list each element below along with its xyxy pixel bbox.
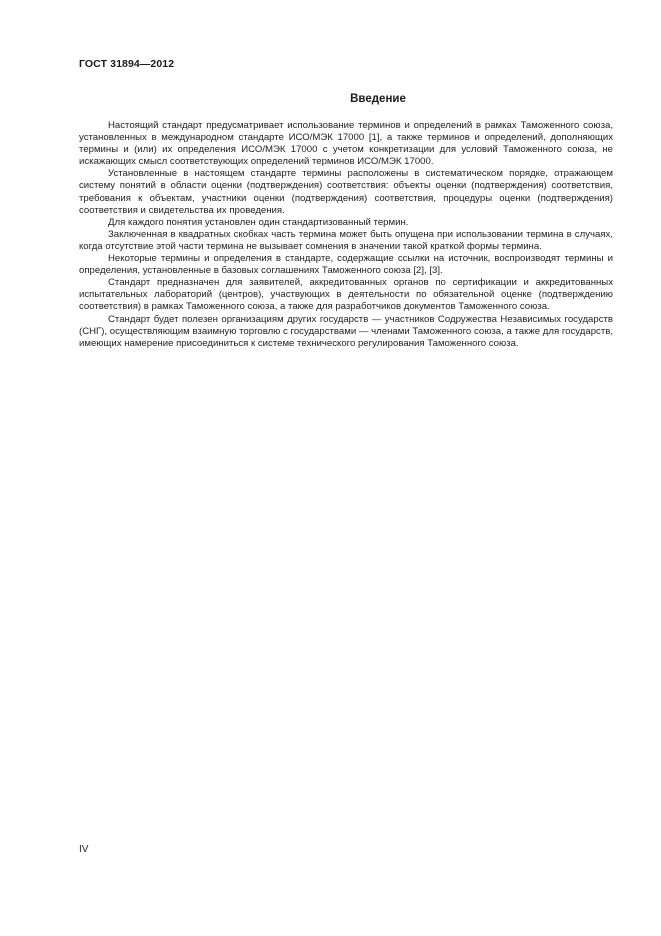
- section-title-text: Введение: [350, 93, 406, 105]
- introduction-body: [79, 120, 613, 350]
- paragraph: Установленные в настоящем стандарте термины расположены в систематическом порядке, отражающем систему понятий в области оценки (подтверждения) соответствия: объекты оценки (подтверждения) соответствия, требования к объектам, участники оценки (подтверждения) соответствия, процедуры оценки (подтверждения) соответствия и свидетельства их проведения.: [79, 168, 613, 216]
- paragraph: Стандарт будет полезен организациям других государств — участников Содружества Независимых государств (СНГ), осуществляющим взаимную торговлю с государствами — членами Таможенного союза, а также для государств, имеющих намерение присоединиться к системе технического регулирования Таможенного союза.: [79, 313, 613, 349]
- paragraph: Настоящий стандарт предусматривает использование терминов и определений в рамках Таможенного союза, установленных в международном стандарте ИСО/МЭК 17000 [1], а также терминов и определений, дополняющих термины и (или) их определения ИСО/МЭК 17000 с учетом конкретизации для условий Таможенного союза, не искажающих смысл соответствующих определений терминов ИСО/МЭК 17000.: [79, 120, 613, 168]
- paragraph: Стандарт предназначен для заявителей, аккредитованных органов по сертификации и аккредитованных испытательных лабораторий (центров), участвующих в деятельности по обязательной оценке (подтверждению соответствия) в рамках Таможенного союза, а также для разработчиков документов Таможенного союза.: [79, 277, 613, 313]
- section-title: [79, 93, 613, 105]
- page-number: IV: [79, 844, 89, 855]
- paragraph: Заключенная в квадратных скобках часть термина может быть опущена при использовании термина в случаях, когда отсутствие этой части термина не вызывает сомнения в значении такой краткой формы термина.: [79, 228, 613, 252]
- document-code-header: ГОСТ 31894—2012: [79, 58, 175, 70]
- paragraph: Некоторые термины и определения в стандарте, содержащие ссылки на источник, воспроизводят термины и определения, установленные в базовых соглашениях Таможенного союза [2], [3].: [79, 253, 613, 277]
- paragraph: Для каждого понятия установлен один стандартизованный термин.: [108, 216, 409, 228]
